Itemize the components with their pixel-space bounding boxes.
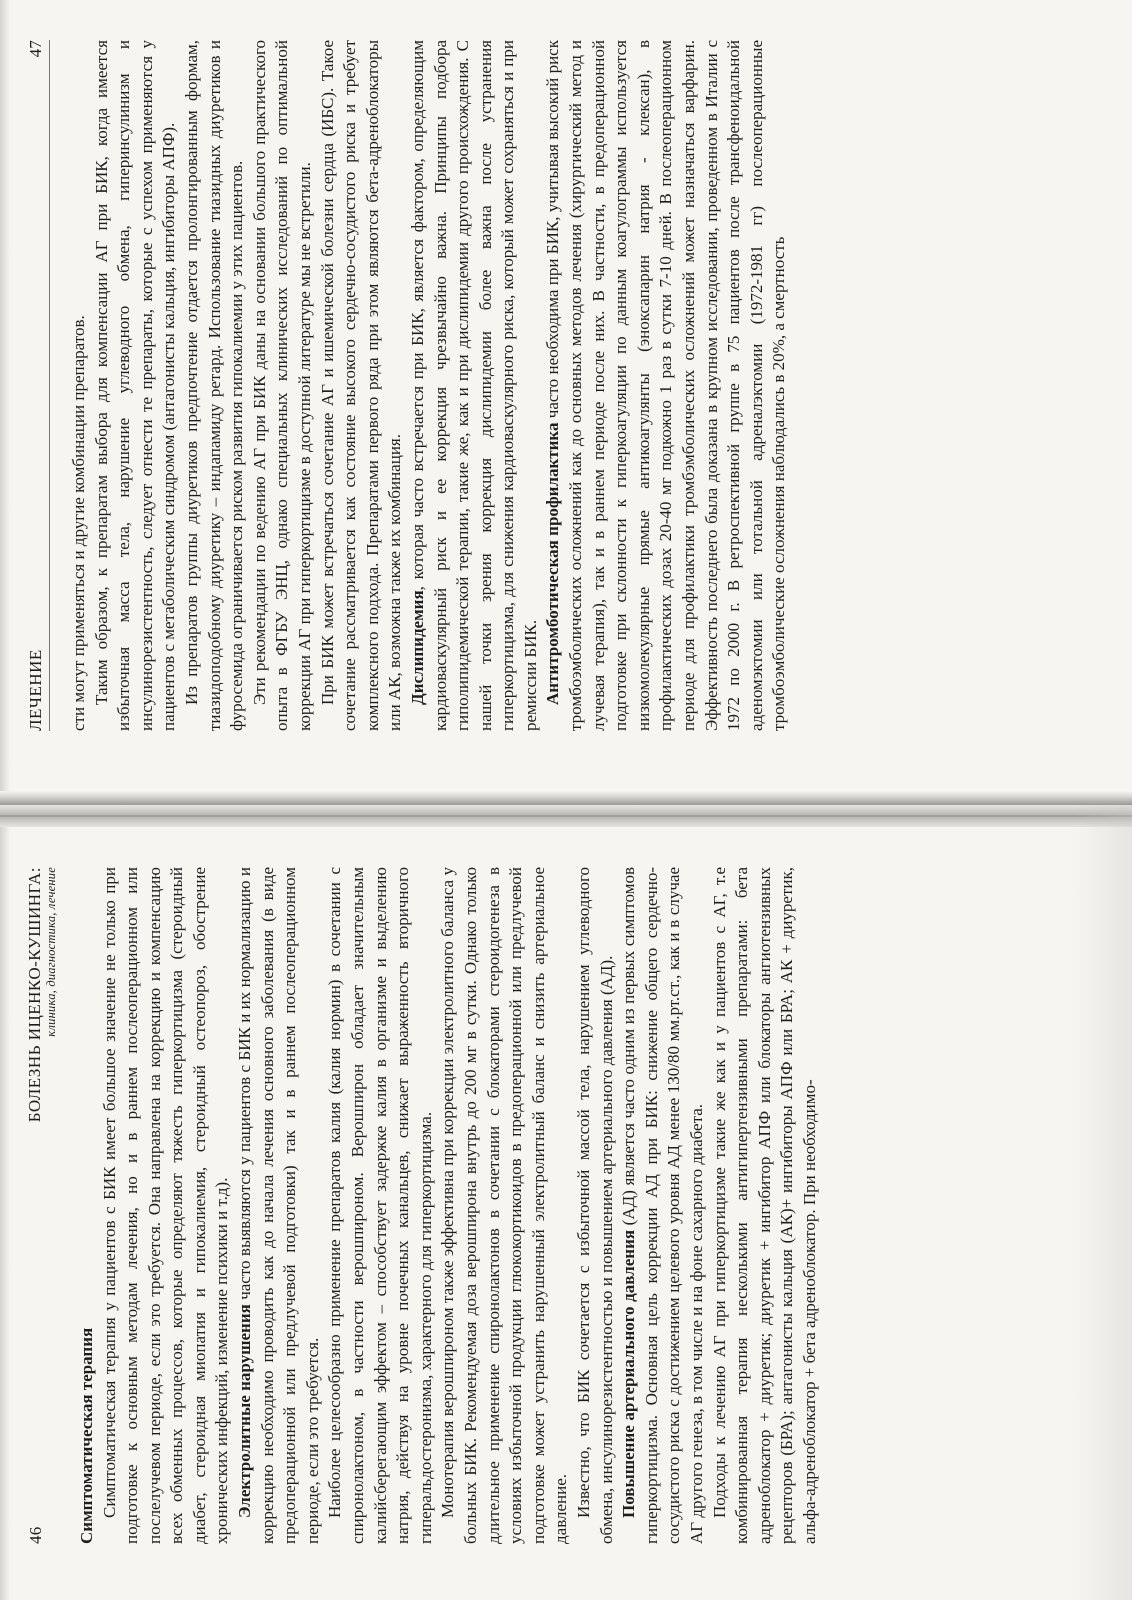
running-head-left	[26, 867, 58, 1544]
left-page	[0, 805, 1132, 1600]
paragraph-rest: часто необходима при БИК, учитывая высокий риск тромбоэмболических осложнений как до основных методов лечения (хирургический метод и лучевая терапия), так и в раннем периоде после них. В частности, в предоперационной подготовке при склонности к гиперкоагуляции по данным коагулограммы используется низкомолекулярные прямые антикоагулянты (эноксапарин натрия - клексан), в профилактических дозах 20-40 мг подкожно 1 раз в сутки 7-10 дней. В послеоперационном периоде для профилактики тромбэмболических осложнений может назначаться варфарин. Эффективность последнего была доказана в крупном исследовании, проведенном в Италии с 1972 по 2000 г. В ретроспективной группе в 75 пациентов после трансфеноидальной аденомэктомии или тотальной адреналэктомии (1972-1981 гг) послеоперационные тромбоэмболические осложнения наблюдались в 20%, а смертность	[543, 40, 789, 731]
paragraph: сти могут применяться и другие комбинации препаратов.	[69, 315, 88, 731]
paragraph: Симптоматическая терапия у пациентов с БИК имеет большое значение не только при подготовке к основным методам лечения, но и в раннем послеоперационном или послелучевом периоде, если это требуется. Она направлена на коррекцию и компенсацию всех обменных процессов, которые определяют тяжесть гиперкортицизма (стероидный диабет, стероидная миопатия и гипокалиемия, стероидный остеопороз, обострение хронических инфекций, изменение психики и т.д).	[99, 867, 232, 1544]
paragraph: Известно, что БИК сочетается с избыточной массой тела, нарушением углеводного обмена, инсулинорезистентностью и повышением артериального давления (АД).	[573, 867, 616, 1544]
paragraph	[234, 867, 324, 1544]
page-edge	[0, 805, 10, 1600]
page-number-left: 46	[26, 1526, 45, 1544]
paragraph: Эти рекомендации по ведению АГ при БИК даны на основании большого практического опыта в ФГБУ ЭНЦ, однако специальных клинических исследований по оптимальной коррекции АГ при гиперкортицизме в доступной литературе мы не встретили.	[249, 40, 314, 731]
book-subtitle: клиника, диагностика, лечение	[43, 867, 58, 1037]
paragraph-rest: (АД) является часто одним из первых симптомов гиперкортицизма. Основная цель коррекции АД при БИК: снижение общего сердечно-сосудистого риска с достижением целевого уровня АД менее 130/80 мм.рт.ст., как и в случае АГ другого генеза, в том числе и на фоне сахарного диабета.	[619, 866, 706, 1544]
book-gutter-right	[0, 791, 1132, 805]
paragraph-rest: , которая часто встречается при БИК, является фактором, определяющим кардиоваскулярный риск и ее коррекция чрезвычайно важна. Принципы подбора гиполипидемической терапии, такие же, как и при дислипидемии другого происхождения. С нашей точки зрения коррекция дислипидемии более важна после устранения гиперкортицизма, для снижения кардиоваскулярного риска, который может сохраняться и при ремиссии БИК.	[407, 40, 540, 731]
page-number-right: 47	[26, 40, 45, 58]
paragraph-rest: часто выявляются у пациентов с БИК и их нормализацию и коррекцию необходимо проводить как до начала лечения основного заболевания (в виде предоперационной или предлучевой подготовки) так и в раннем послеоперационном периоде, если это требуется.	[235, 867, 322, 1544]
section-heading: Симптоматическая терапия	[76, 1327, 96, 1544]
paragraph: Подходы к лечению АГ при гиперкортицизме такие же как и у пациентов с АГ, т.е комбинированная терапия несколькими антигипертензивными препаратами: бета адреноблокатор + диуретик; диуретик + ингибитор АПФ или блокаторы ангиотензивных рецепторов (БРА); антагонисты кальция (АК)+ ингибиторы АПФ или БРА; АК + диуретик, альфа-адреноблокатор + бета адреноблокатор. При необходимо-	[709, 867, 819, 1544]
paragraph: Таким образом, к препаратам выбора для компенсации АГ при БИК, когда имеется избыточная масса тела, нарушение углеводного обмена, гиперинсулинизм и инсулинорезистентность, следует отнести те препараты, которые с успехом применяются у пациентов с метаболическим синдромом (антагонисты кальция, ингибиторы АПФ).	[91, 40, 179, 731]
paragraph: Наиболее целесообразно применение препаратов калия (калия нормин) в сочетании с спиронолактоном, в частности верошпироном. Верошпирон обладает значительным калийсберегающим эффектом – способствует задержке калия в организме и выделению натрия, действуя на уровне почечных канальцев, снижает выраженность вторичного гиперальдостеронизма, характерного для гиперкортицизма.	[325, 867, 435, 1544]
paragraph	[407, 40, 543, 731]
running-title-left	[26, 867, 58, 1122]
paragraph: При БИК может встречаться сочетание АГ и ишемической болезни сердца (ИБС). Такое сочетание рассматривается как состояние высокого сердечно-сосудистого риска и требует комплексного подхода. Препаратами первого ряда при этом являются бета-адреноблокаторы или АК, возможна также их комбинация.	[317, 40, 405, 731]
running-title-right: ЛЕЧЕНИЕ	[26, 649, 45, 731]
term-bold: Повышение артериального давления	[619, 1229, 639, 1518]
left-page-text	[76, 867, 822, 1544]
term-bold: Электролитные нарушения	[235, 1304, 255, 1518]
term-bold: Антитромботическая профилактика	[543, 422, 563, 705]
right-page-text	[68, 40, 791, 731]
book-gutter	[0, 805, 1132, 827]
book-title: БОЛЕЗНЬ ИЦЕНКО-КУШИНГА:	[25, 867, 44, 1123]
paragraph: Монотерапия верошпироном также эффективна при коррекции электролитного баланса у больных БИК. Рекомендуемая доза верошпирона внутрь до 200 мг в сутки. Однако только длительное применение спиронолактонов в сочетании с блокаторами стероидогенеза в условиях избыточной продукции глюкокортикоидов в предоперационной или предлучевой подготовке может устранить нарушенный электролитный баланс и снизить артериальное давление.	[438, 867, 571, 1544]
paragraph	[618, 867, 708, 1544]
running-head-right	[26, 40, 50, 731]
page-edge	[0, 0, 10, 805]
term-bold: Дислипидемия	[407, 590, 427, 705]
paragraph: Из препаратов группы диуретиков предпочтение отдается пролонгированным формам, тиазидоподобному диуретику – индапамиду ретард. Использование тиазидных диуретиков и фуросемида ограничивается риском развития гипокалиемии у этих пациентов.	[181, 40, 247, 731]
scan-shadow	[1072, 805, 1132, 1600]
paragraph	[542, 40, 791, 731]
